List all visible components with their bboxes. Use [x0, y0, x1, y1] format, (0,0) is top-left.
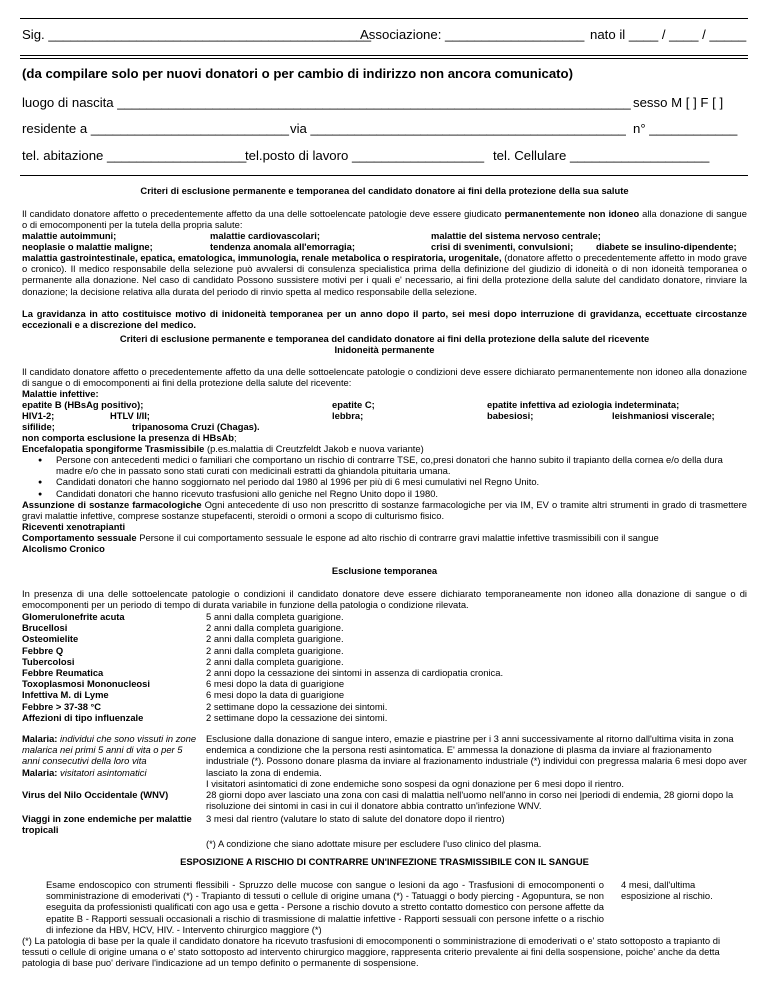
condition-label: Febbre > 37-38 °C: [22, 700, 102, 712]
section3-paragraph: In presenza di una delle sottoelencate patologie o condizioni il candidato donatore deve essere dichiarato temporaneamente non idoneo alla donazione di sangue o di emocomponenti per un periodo di tempo di durata variabile in funzione della patologia o condizione rilevata.: [22, 588, 747, 611]
mobile-phone-field[interactable]: tel. Cellulare ___________________: [493, 148, 710, 163]
section4-footnote: (*) La patologia di base per la quale il candidato donatore ha ricevuto trasfusioni di emocomponenti o somministrazione di emoderivati o e' stato sottoposto a trapianto di tessuti o cellule di origine umana o e' stato sottoposto ad intervento chirurgico maggiore, rappresenta criterio prevalente ai fini della sospensione, poiche' anche da detta patologia di base puo' derivare l'indicazione ad un tempo definito o permanente di sospensione.: [22, 935, 721, 969]
condition-label: Febbre Reumatica: [22, 667, 104, 678]
condition-label: Osteomielite: [22, 633, 79, 645]
section1-paragraph: Il candidato donatore affetto o precedentemente affetto da una delle sottoelencate patologie deve essere giudicato permanentemente non idoneo alla donazione di sangue o di emocomponenti per la tutela della propria salute:: [22, 208, 747, 231]
condition-label: Toxoplasmosi Mononucleosi: [22, 678, 150, 690]
condition-period: 2 anni dalla completa guarigione.: [206, 622, 344, 634]
list-item: ● Candidati donatori che hanno soggiornato nel periodo dal 1980 al 1996 per più di 6 mesi cumulativi nel Regno Unito.: [56, 476, 747, 487]
condition-period: 6 mesi dopo la data di guarigione: [206, 689, 345, 701]
condition-label: Brucellosi: [22, 622, 68, 634]
section1-paragraph2: malattia gastrointestinale, epatica, ematologica, immunologia, renale metabolica o respiratoria, urogenitale, (donatore affetto o precedentemente affetto in modo grave o cronico). Il medico responsabile della selezione può avvalersi di consulenza specialistica prima della definizione del giudizio di idoneità o di non idoneità temporanea o permanente alla donazione. Nel caso di candidato Possono sussistere motivi per i quali e' necessario, ai fini della protezione della salute del candidato donatore, rinviare la donazione; la decisione relativa alla durata del periodo di rinvio spetta al medico responsabile della selezione.: [22, 252, 747, 297]
exposure-text: Esame endoscopico con strumenti flessibili - Spruzzo delle mucose con sangue o lesioni da ago - Trasfusioni di emocomponenti o somministrazione di emoderivati (*) - Trapianto di tessuti o cellule di origine umana (*) - Tatuaggi o body piercing - Agopuntura, se non eseguita da professionisti qualificati con ago usa e getta - Persone a rischio dovuto a stretto contatto domestico con persone affette da epatite B - Rapporti sessuali occasionali a rischio di trasmissione di malattie infettive - Rapporti sessuali con persone infette o a rischio di infezione da HBV, HCV, HIV. - Intervento chirurgico maggiore (*): [46, 879, 604, 935]
condition-period: 2 anni dalla completa guarigione.: [206, 655, 344, 667]
condition-period: 2 settimane dopo la cessazione dei sintomi.: [206, 700, 388, 712]
section1-list-row2: neoplasie o malattie maligne; tendenza anomala all'emorragia; crisi di svenimenti, convulsioni; diabete se insulino-dipendente;: [22, 241, 737, 252]
infectious-row2: HIV1-2; HTLV I/II; lebbra; babesiosi; leishmaniosi viscerale;: [22, 410, 715, 421]
residence-field[interactable]: residente a ___________________________: [22, 121, 289, 136]
condition-period: 5 anni dalla completa guarigione.: [206, 611, 344, 622]
exposure-side: 4 mesi, dall'ultima esposizione al rischio.: [621, 879, 713, 902]
section1-list-row1: malattie autoimmuni; malattie cardiovascolari; malattie del sistema nervoso centrale;: [22, 230, 601, 241]
section3-title: Esclusione temporanea: [331, 565, 438, 576]
section2-subtitle: Inidoneità permanente: [334, 344, 435, 355]
rule: [20, 58, 748, 59]
condition-label: Tubercolosi: [22, 655, 75, 667]
sex-field[interactable]: sesso M [ ] F [ ]: [633, 95, 724, 110]
section4-title: ESPOSIZIONE A RISCHIO DI CONTRARRE UN'INFEZIONE TRASMISSIBILE CON IL SANGUE: [180, 856, 589, 867]
condition-period: 2 anni dalla completa guarigione.: [206, 633, 344, 645]
condition-label: Affezioni di tipo influenzale: [22, 711, 144, 723]
section3-footnote: (*) A condizione che siano adottate misure per escludere l'uso clinico del plasma.: [206, 838, 542, 849]
condition-period: 2 anni dalla completa guarigione.: [206, 644, 344, 656]
section2-paragraph: Il candidato donatore affetto o precedentemente affetto da una delle sottoelencate patologie o condizioni deve essere dichiarato permanentemente non idoneo alla donazione di sangue o di emocomponenti ai fini della protezione della salute del ricevente:: [22, 366, 747, 389]
condition-label: Glomerulonefrite acuta: [22, 611, 125, 622]
section1-title: Criteri di esclusione permanente e temporanea del candidato donatore ai fini della protezione della sua salute: [140, 185, 629, 196]
top-rule: [20, 18, 748, 19]
hbsab-note: non comporta esclusione la presenza di HBsAb;: [22, 432, 237, 443]
rule: [20, 175, 748, 176]
infectious-heading: Malattie infettive:: [22, 388, 99, 399]
xeno-note: Riceventi xenotrapianti: [22, 521, 126, 532]
condition-period: 2 settimane dopo la cessazione dei sintomi.: [206, 711, 388, 723]
work-phone-field[interactable]: tel.posto di lavoro __________________: [245, 148, 485, 163]
malaria-label: Malaria: individui che sono vissuti in zone malarica nei primi 5 anni di vita o per 5 anni consecutivi della loro vita Malaria: visitatori asintomatici: [22, 733, 197, 778]
street-field[interactable]: via ___________________________________________: [290, 121, 626, 136]
rule: [20, 55, 748, 56]
tse-list: [22, 454, 747, 499]
malaria-text: Esclusione dalla donazione di sangue intero, emazie e piastrine per i 3 anni successivamente al ritorno dall'ultima visita in zona endemica a condizione che la persona resti asintomatica. E' ammessa la donazione di plasma da inviare al frazionamento industriale (*). Possono donare plasma da inviare al frazionamento industriale (*) individui con pregressa malaria 6 mesi dopo aver lasciato la zona di endemia. I visitatori asintomatici di zone endemiche sono sospesi da ogni donazione per 6 mesi dopo il rientro.: [206, 733, 747, 789]
condition-period: 2 anni dopo la cessazione dei sintomi in assenza di cardiopatia cronica.: [206, 667, 504, 678]
sexual-note: Comportamento sessuale Persone il cui comportamento sessuale le espone ad alto rischio di contrarre gravi malattie infettive trasmissibili con il sangue: [22, 532, 659, 543]
home-phone-field[interactable]: tel. abitazione ___________________: [22, 148, 247, 163]
infectious-row3: sifilide; tripanosoma Cruzi (Chagas).: [22, 421, 260, 432]
condition-label: Febbre Q: [22, 644, 64, 656]
infectious-row1: epatite B (HBsAg positivo); epatite C; epatite infettiva ad eziologia indeterminata;: [22, 399, 680, 410]
condition-label: Infettiva M. di Lyme: [22, 689, 109, 701]
form-intro: (da compilare solo per nuovi donatori o per cambio di indirizzo non ancora comunicato): [22, 66, 574, 81]
section2-title: Criteri di esclusione permanente e temporanea del candidato donatore ai fini della protezione della salute del ricevente: [119, 333, 650, 344]
drugs-note: Assunzione di sostanze farmacologiche Ogni antecedente di uso non prescritto di sostanze farmacologiche per via IM, EV o tramite altri strumenti in grado di trasmettere gravi malattie infettive, comprese sostanze stupefacenti, steroidi o ormoni a scopo di culturismo fisico.: [22, 499, 747, 522]
list-item: ● Persone con antecedenti medici o familiari che comportano un rischio di contrarre TSE, co,presi donatori che hanno subito il trapianto della cornea e/o della dura madre e/o che in passato sono stati curati con medicinali estratti da ghiandola pituitaria umana.: [56, 454, 747, 476]
condition-period: 6 mesi dopo la data di guarigione: [206, 678, 345, 690]
pregnancy-note: La gravidanza in atto costituisce motivo di inidoneità temporanea per un anno dopo il parto, sei mesi dopo interruzione di gravidanza, eccettuate circostanze eccezionali e a discrezione del medico.: [22, 308, 747, 331]
malaria-row: [22, 733, 747, 793]
alcohol-note: Alcolismo Cronico: [22, 543, 105, 554]
sig-field[interactable]: Sig. ____________________________________________: [22, 27, 372, 42]
birthplace-field[interactable]: luogo di nascita ______________________________________________________________________: [22, 95, 631, 110]
tse-heading: Encefalopatia spongiforme Trasmissibile (p.es.malattia di Creutzfeldt Jakob e nuova variante): [22, 443, 424, 454]
associazione-field[interactable]: Associazione: ___________________: [360, 27, 585, 42]
number-field[interactable]: n° ____________: [633, 121, 738, 136]
list-item: ● Candidati donatori che hanno ricevuto trasfusioni allo geniche nel Regno Unito dopo il 1980.: [56, 488, 747, 499]
birthdate-field[interactable]: nato il ____ / ____ / _____: [590, 27, 747, 42]
